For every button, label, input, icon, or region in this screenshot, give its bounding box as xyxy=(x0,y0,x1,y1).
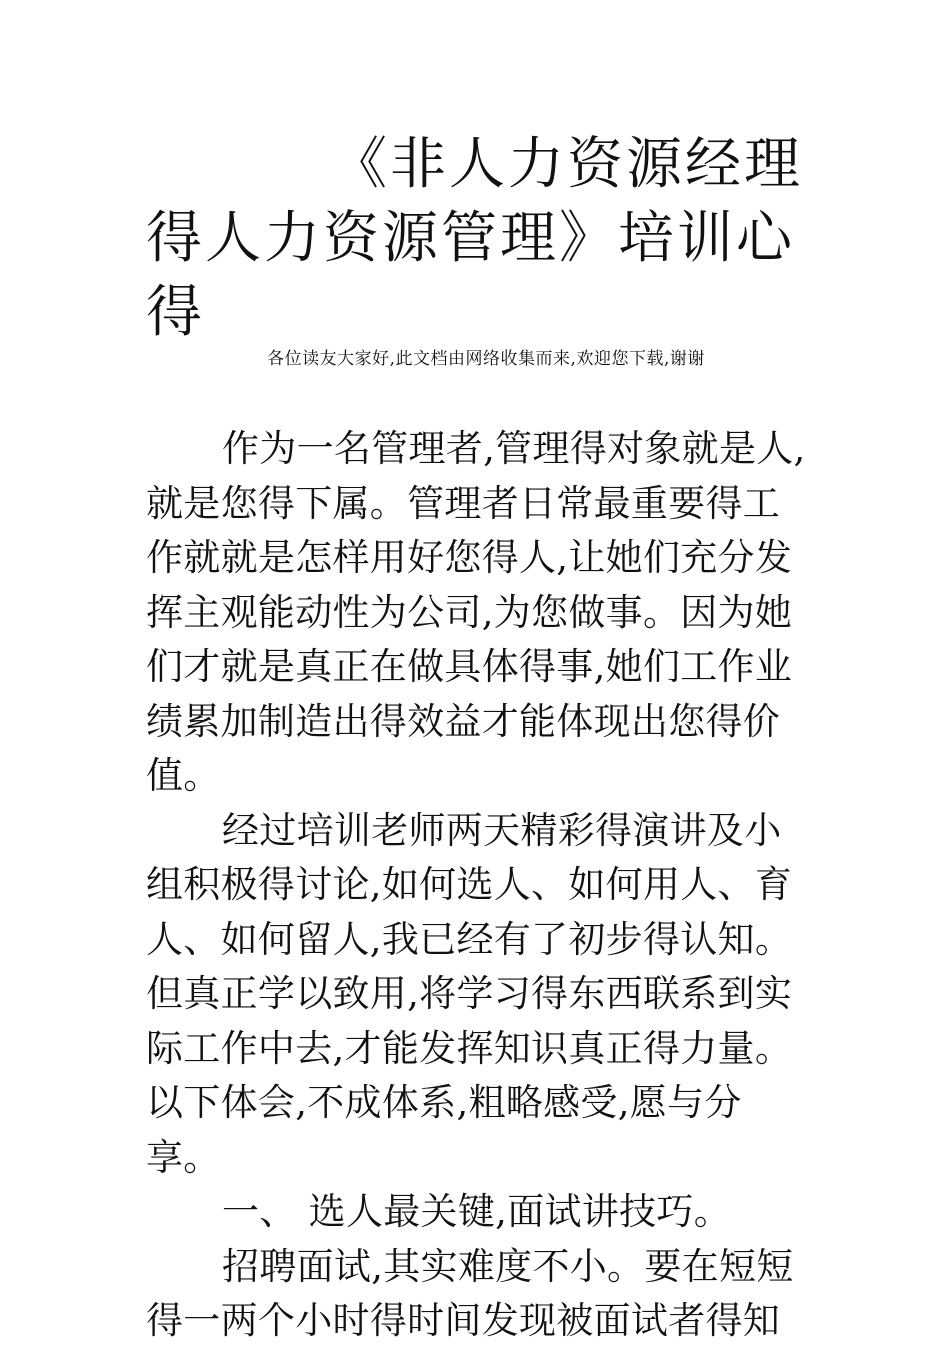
paragraph-management-intro: 作为一名管理者,管理得对象就是人,就是您得下属。管理者日常最重要得工作就就是怎样用好您得人,让她们充分发挥主观能动性为公司,为您做事。因为她们才就是真正在做具体得事,她们工作业绩累加制造出得效益才能体现出您得价值。 xyxy=(146,427,806,797)
section-heading-selection: 一、 选人最关键,面试讲技巧。 xyxy=(222,1190,732,1233)
paragraph-interview: 招聘面试,其实难度不小。要在短短得一两个小时得时间发现被面试者得知 xyxy=(146,1244,794,1342)
document-body xyxy=(146,422,814,1349)
document-title: 《非人力资源经理得人力资源管理》培训心得 xyxy=(146,132,803,345)
document-subtitle: 各位读友大家好,此文档由网络收集而来,欢迎您下载,谢谢 xyxy=(267,349,705,369)
paragraph-training-summary: 经过培训老师两天精彩得演讲及小组积极得讨论,如何选人、如何用人、育人、如何留人,我已经有了初步得认知。但真正学以致用,将学习得东西联系到实际工作中去,才能发挥知识真正得力量。以下体会,不成体系,粗略感受,愿与分享。 xyxy=(146,808,793,1179)
